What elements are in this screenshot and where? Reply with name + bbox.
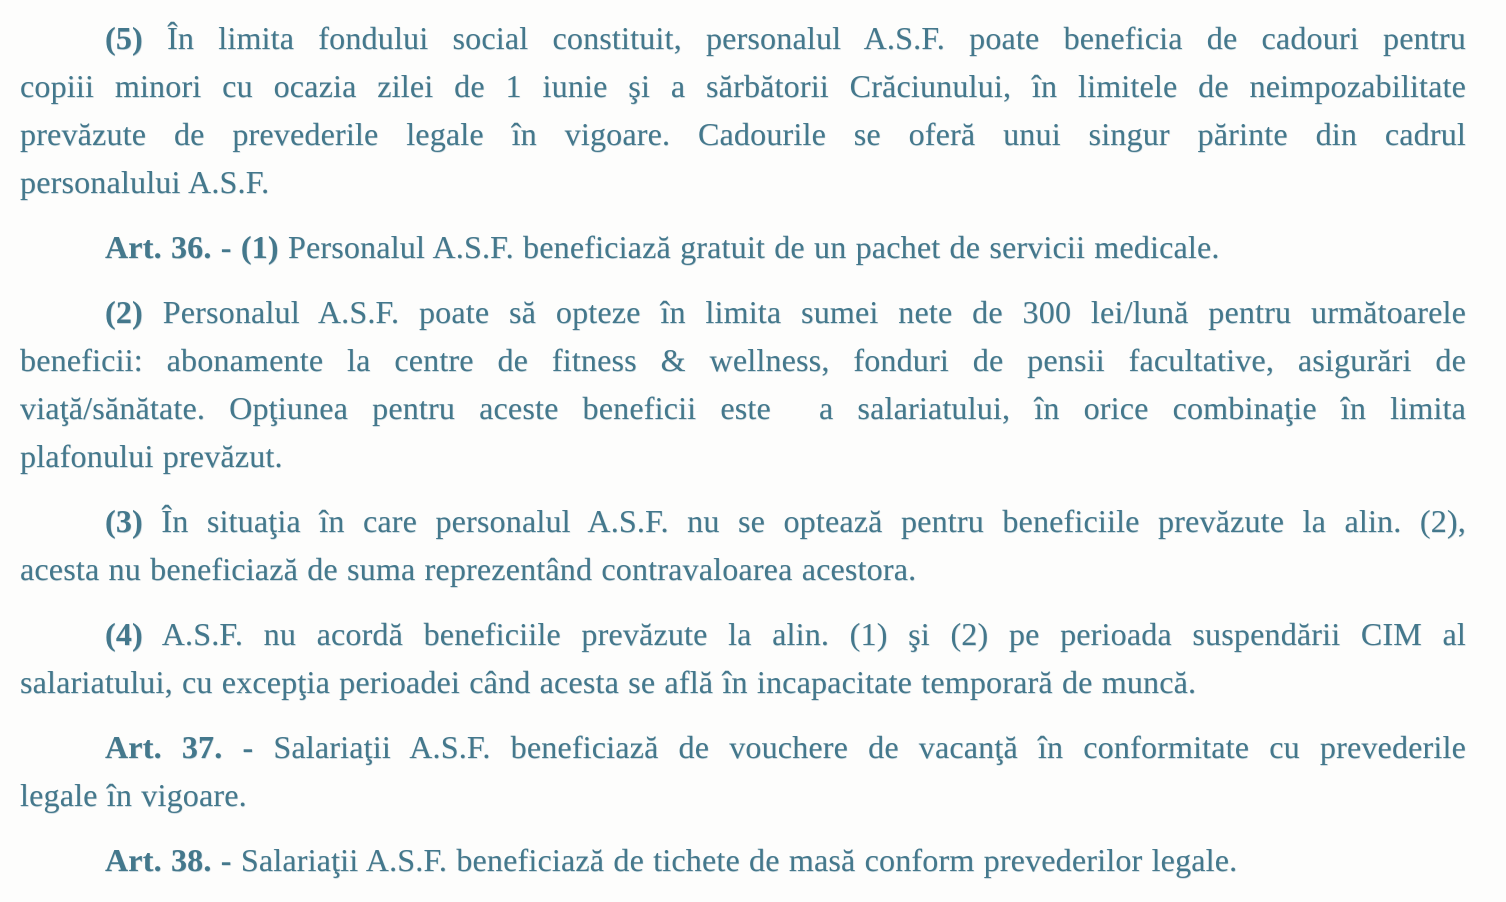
text-line-content: Salariaţii A.S.F. beneficiază de vouchere de vacanţă în conformitate cu prevederile	[273, 729, 1466, 765]
article-number: Art. 36. - (1)	[105, 229, 279, 265]
text-line	[20, 497, 1466, 545]
paragraph-number: (3)	[105, 503, 143, 539]
paragraph-art-36	[20, 223, 1466, 271]
paragraph-number: (2)	[105, 294, 143, 330]
text-line: salariatului, cu excepţia perioadei când acesta se află în incapacitate temporară de muncă.	[20, 664, 1197, 700]
text-line-content: În situaţia în care personalul A.S.F. nu se optează pentru beneficiile prevăzute la alin. (2),	[161, 503, 1466, 539]
text-line-content: În limita fondului social constituit, personalul A.S.F. poate beneficia de cadouri pentru	[167, 20, 1466, 56]
paragraph-alin-5	[20, 14, 1466, 206]
text-line-content: Personalul A.S.F. poate să opteze în limita sumei nete de 300 lei/lună pentru următoarele	[162, 294, 1466, 330]
text-line: legale în vigoare.	[20, 777, 247, 813]
text-line-content: Salariaţii A.S.F. beneficiază de tichete de masă conform prevederilor legale.	[240, 842, 1238, 878]
paragraph-alin-3	[20, 497, 1466, 593]
paragraph-alin-2	[20, 288, 1466, 480]
text-line: copiii minori cu ocazia zilei de 1 iunie şi a sărbătorii Crăciunului, în limitele de neimpozabilitate	[20, 68, 1466, 104]
paragraph-number: (5)	[105, 20, 143, 56]
text-line: beneficii: abonamente la centre de fitness & wellness, fonduri de pensii facultative, asigurări de	[20, 342, 1466, 378]
text-line	[20, 723, 1466, 771]
paragraph-art-38	[20, 836, 1466, 884]
paragraph-art-37	[20, 723, 1466, 819]
text-line	[20, 223, 1466, 271]
text-line	[20, 836, 1466, 884]
text-line: viaţă/sănătate. Opţiunea pentru aceste beneficii este a salariatului, în orice combinaţie în limita	[20, 390, 1466, 426]
text-line: personalului A.S.F.	[20, 164, 270, 200]
text-line: acesta nu beneficiază de suma reprezentând contravaloarea acestora.	[20, 551, 917, 587]
text-line-content: Personalul A.S.F. beneficiază gratuit de un pachet de servicii medicale.	[287, 229, 1220, 265]
text-line: plafonului prevăzut.	[20, 438, 283, 474]
paragraph-number: (4)	[105, 616, 143, 652]
text-line	[20, 14, 1466, 62]
text-line: prevăzute de prevederile legale în vigoare. Cadourile se oferă unui singur părinte din cadrul	[20, 116, 1466, 152]
paragraph-alin-4	[20, 610, 1466, 706]
article-number: Art. 37. -	[105, 729, 254, 765]
text-line	[20, 288, 1466, 336]
article-number: Art. 38. -	[105, 842, 232, 878]
text-line	[20, 610, 1466, 658]
text-line-content: A.S.F. nu acordă beneficiile prevăzute la alin. (1) şi (2) pe perioada suspendării CIM al	[161, 616, 1466, 652]
